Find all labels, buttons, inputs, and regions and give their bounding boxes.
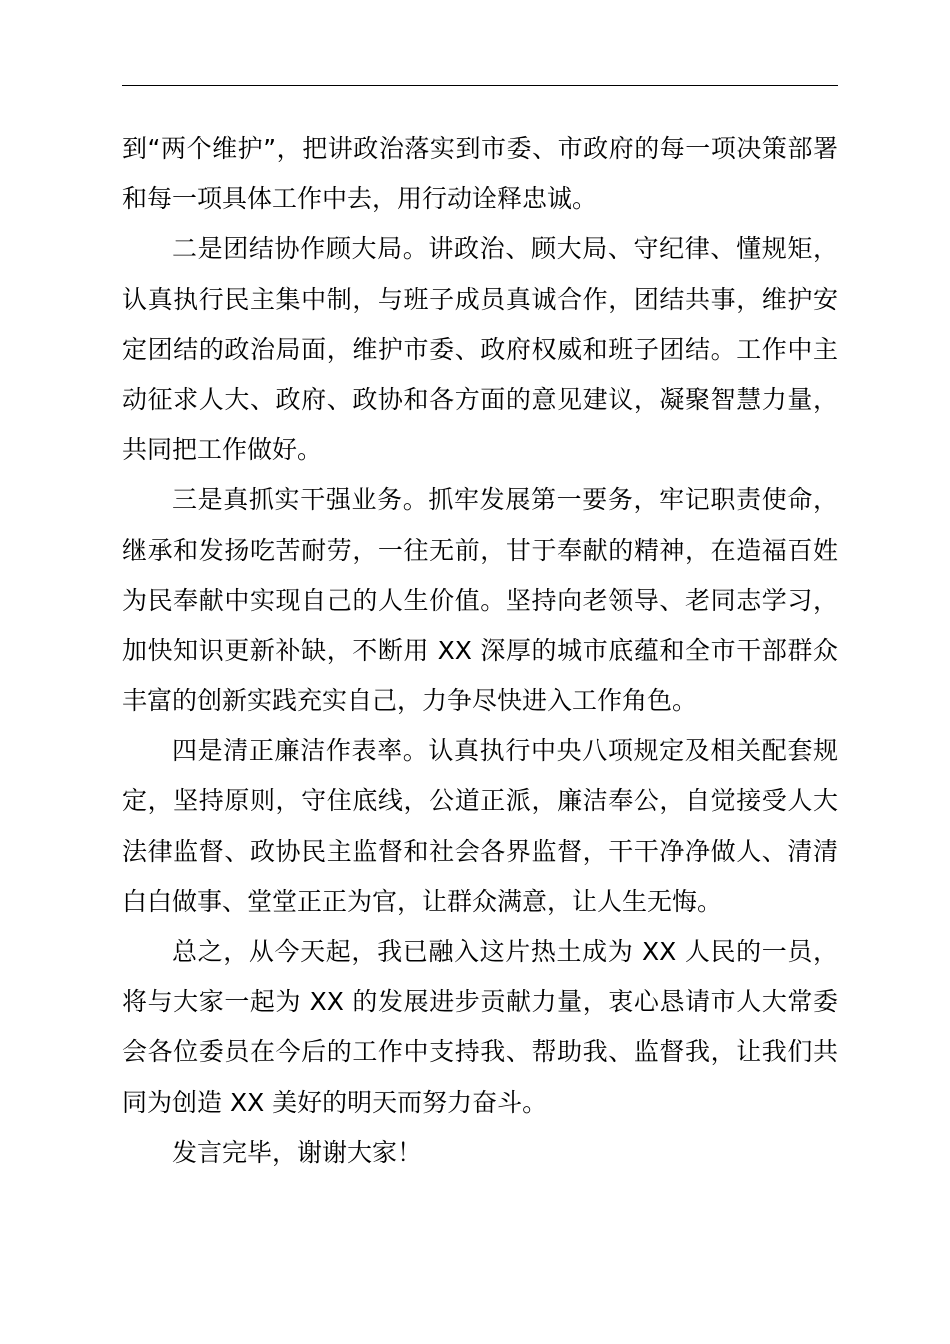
- text-line: 二是团结协作顾大局。讲政治、顾大局、守纪律、懂规矩，: [172, 234, 838, 264]
- text-line: 定团结的政治局面，维护市委、政府权威和班子团结。工作中主: [122, 334, 838, 364]
- text-line: 白白做事、堂堂正正为官，让群众满意，让人生无悔。: [122, 886, 723, 916]
- text-line: 丰富的创新实践充实自己，力争尽快进入工作角色。: [122, 686, 698, 716]
- text-line: 会各位委员在今后的工作中支持我、帮助我、监督我，让我们共: [122, 1037, 838, 1067]
- text-line: 将与大家一起为 XX 的发展进步贡献力量，衷心恳请市人大常委: [122, 987, 838, 1017]
- text-line: 同为创造 XX 美好的明天而努力奋斗。: [122, 1087, 548, 1117]
- header-rule: [122, 85, 838, 86]
- text-line: 总之，从今天起，我已融入这片热土成为 XX 人民的一员，: [172, 937, 838, 966]
- text-line: 发言完毕，谢谢大家！: [172, 1137, 423, 1167]
- text-line: 动征求人大、政府、政协和各方面的意见建议，凝聚智慧力量，: [122, 384, 838, 414]
- text-line: 定，坚持原则，守住底线，公道正派，廉洁奉公，自觉接受人大: [122, 786, 838, 816]
- text-line: 四是清正廉洁作表率。认真执行中央八项规定及相关配套规: [172, 736, 838, 766]
- text-line: 法律监督、政协民主监督和社会各界监督，干干净净做人、清清: [122, 836, 838, 866]
- text-line: 加快知识更新补缺，不断用 XX 深厚的城市底蕴和全市干部群众: [122, 635, 838, 665]
- text-line: 认真执行民主集中制，与班子成员真诚合作，团结共事，维护安: [122, 284, 838, 314]
- text-line: 共同把工作做好。: [122, 435, 323, 465]
- text-line: 继承和发扬吃苦耐劳，一往无前，甘于奉献的精神，在造福百姓: [122, 535, 838, 565]
- document-body: [122, 124, 838, 1178]
- text-line: 和每一项具体工作中去，用行动诠释忠诚。: [122, 184, 598, 214]
- text-line: 为民奉献中实现自己的人生价值。坚持向老领导、老同志学习，: [122, 585, 838, 615]
- text-line: 到“两个维护”，把讲政治落实到市委、市政府的每一项决策部署: [122, 134, 838, 163]
- text-line: 三是真抓实干强业务。抓牢发展第一要务，牢记职责使命，: [172, 485, 838, 515]
